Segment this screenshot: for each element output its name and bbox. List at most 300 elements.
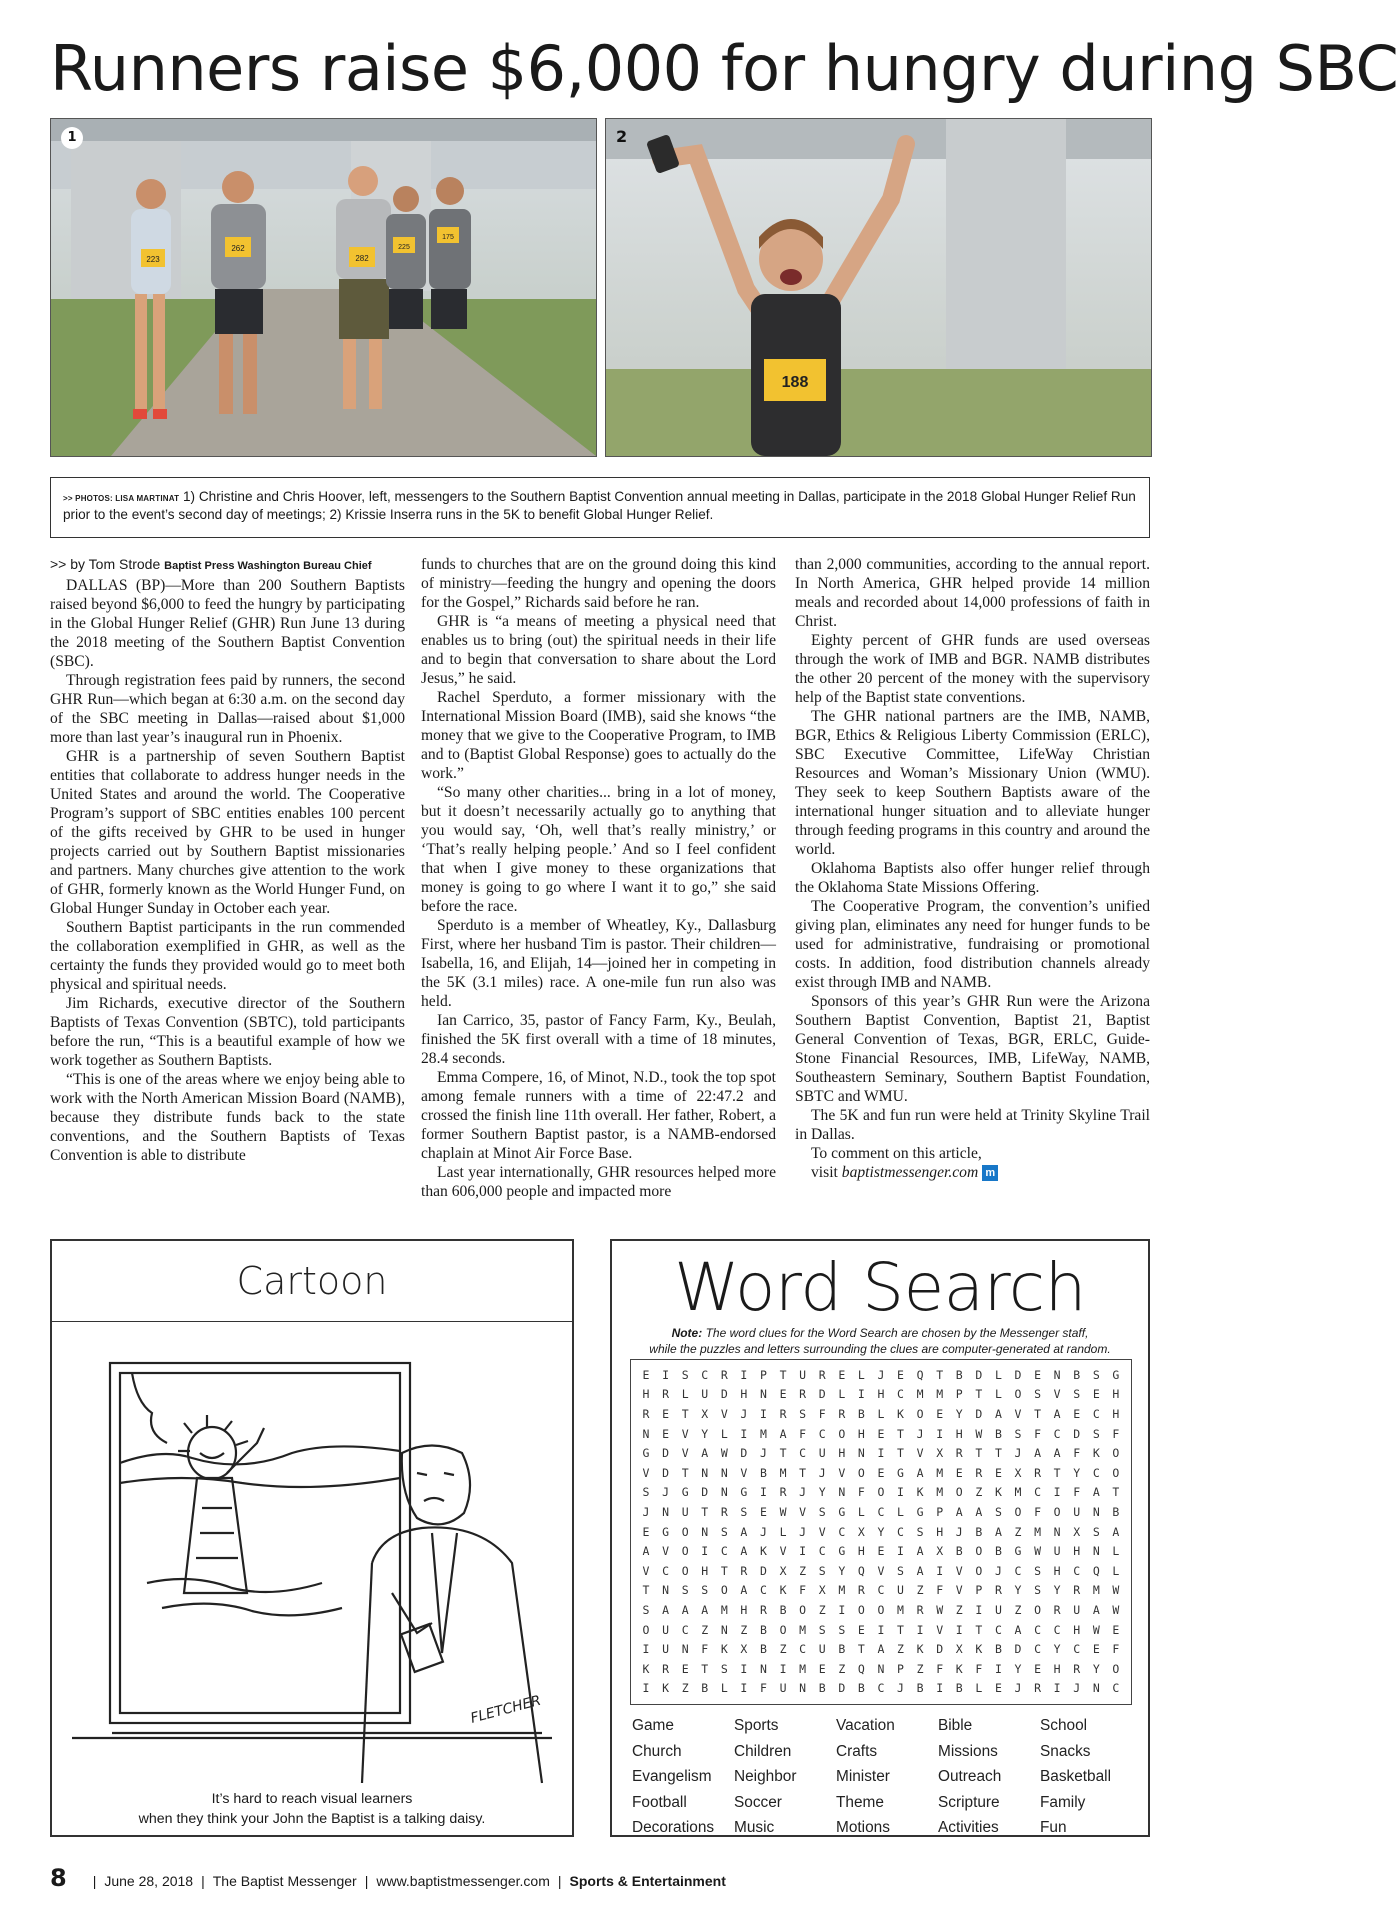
grid-letter: E — [779, 1387, 787, 1402]
grid-letter: E — [857, 1622, 865, 1637]
grid-letter: V — [1053, 1387, 1061, 1402]
grid-letter: B — [975, 1524, 983, 1539]
grid-letter: E — [877, 1544, 885, 1559]
grid-letter: T — [936, 1367, 944, 1382]
grid-letter: K — [642, 1661, 650, 1676]
grid-letter: M — [1092, 1583, 1100, 1598]
grid-letter: F — [760, 1681, 767, 1696]
grid-letter: D — [740, 1446, 748, 1461]
grid-letter: E — [818, 1661, 826, 1676]
grid-letter: B — [760, 1465, 767, 1480]
grid-letter: Z — [740, 1622, 748, 1637]
cartoonist-signature: FLETCHER — [468, 1692, 543, 1727]
grid-letter: L — [994, 1367, 1002, 1382]
grid-letter: X — [955, 1642, 963, 1657]
grid-letter: S — [720, 1661, 728, 1676]
note-line-2: while the puzzles and letters surrounding the clues are computer-generated at random. — [649, 1342, 1111, 1356]
grid-letter: N — [662, 1583, 670, 1598]
comment-line-2: visit — [811, 1164, 838, 1181]
grid-letter: V — [779, 1544, 787, 1559]
grid-letter: A — [740, 1544, 748, 1559]
grid-letter: E — [838, 1367, 846, 1382]
grid-letter: C — [662, 1563, 670, 1578]
grid-letter: A — [955, 1504, 963, 1519]
grid-letter: E — [897, 1367, 904, 1382]
grid-letter: L — [897, 1504, 904, 1519]
grid-letter: X — [779, 1563, 787, 1578]
grid-letter: E — [994, 1465, 1002, 1480]
comment-line-1: To comment on this article, — [811, 1145, 982, 1162]
grid-row — [637, 1620, 1125, 1640]
byline — [50, 555, 405, 576]
grid-letter: H — [1112, 1387, 1120, 1402]
grid-letter: B — [760, 1642, 767, 1657]
grid-letter: I — [1053, 1485, 1061, 1500]
grid-letter: D — [720, 1387, 728, 1402]
grid-letter: O — [1112, 1446, 1120, 1461]
grid-letter: O — [857, 1465, 865, 1480]
grid-letter: P — [897, 1661, 904, 1676]
article-column-3 — [795, 555, 1150, 1182]
byline-author: >> by Tom Strode — [50, 556, 161, 572]
grid-letter: H — [642, 1387, 650, 1402]
grid-letter: I — [779, 1661, 787, 1676]
grid-letter: K — [720, 1642, 728, 1657]
article-column-1 — [50, 555, 405, 1165]
grid-letter: Z — [779, 1642, 787, 1657]
word-clue: Music — [734, 1819, 775, 1836]
grid-letter: T — [975, 1387, 983, 1402]
grid-letter: Z — [955, 1602, 963, 1617]
grid-letter: K — [975, 1642, 983, 1657]
grid-letter: R — [1034, 1681, 1042, 1696]
grid-letter: X — [936, 1544, 944, 1559]
grid-letter: F — [1073, 1485, 1081, 1500]
grid-letter: B — [838, 1642, 846, 1657]
grid-letter: D — [975, 1406, 983, 1421]
grid-letter: S — [740, 1504, 748, 1519]
grid-letter: D — [1014, 1642, 1022, 1657]
grid-letter: A — [1092, 1602, 1100, 1617]
grid-letter: C — [1053, 1622, 1061, 1637]
paragraph: DALLAS (BP)—More than 200 Southern Baptists raised beyond $6,000 to feed the hungry by participating in the Global Hunger Relief (GHR) Run June 13 during the 2018 meeting of the Southern Baptist Convention (SBC). — [50, 577, 405, 670]
grid-letter: U — [799, 1367, 807, 1382]
grid-letter: R — [779, 1485, 787, 1500]
cartoon-box — [50, 1239, 574, 1837]
grid-letter: L — [857, 1367, 865, 1382]
word-clue: Scripture — [938, 1793, 1000, 1811]
grid-letter: C — [1014, 1563, 1022, 1578]
grid-letter: M — [799, 1622, 807, 1637]
grid-letter: T — [897, 1446, 904, 1461]
grid-letter: H — [1073, 1544, 1081, 1559]
grid-letter: S — [681, 1583, 689, 1598]
grid-letter: J — [662, 1485, 670, 1500]
grid-letter: E — [994, 1681, 1002, 1696]
grid-letter: I — [642, 1642, 650, 1657]
grid-letter: O — [838, 1426, 846, 1441]
grid-letter: B — [1112, 1504, 1120, 1519]
grid-letter: U — [1073, 1504, 1081, 1519]
grid-letter: D — [936, 1642, 944, 1657]
grid-letter: Y — [1014, 1583, 1022, 1598]
grid-letter: I — [877, 1446, 885, 1461]
footer-url[interactable]: www.baptistmessenger.com — [376, 1873, 550, 1889]
grid-letter: E — [955, 1465, 963, 1480]
grid-letter: D — [818, 1387, 826, 1402]
grid-letter: Y — [1014, 1661, 1022, 1676]
grid-letter: I — [799, 1544, 807, 1559]
paragraph: The 5K and fun run were held at Trinity Skyline Trail in Dallas. — [795, 1107, 1150, 1143]
grid-letter: H — [936, 1524, 944, 1539]
grid-letter: C — [1034, 1642, 1042, 1657]
grid-letter: Y — [877, 1524, 885, 1539]
grid-letter: A — [916, 1544, 924, 1559]
grid-letter: Y — [838, 1563, 846, 1578]
grid-letter: O — [1034, 1602, 1042, 1617]
grid-letter: A — [779, 1426, 787, 1441]
bib-225: 225 — [398, 244, 410, 251]
grid-letter: C — [1034, 1485, 1042, 1500]
word-clue: Soccer — [734, 1793, 782, 1811]
photo-number-2: 2 — [616, 127, 628, 146]
word-clue: Family — [1040, 1793, 1086, 1811]
grid-letter: Z — [838, 1661, 846, 1676]
photo-runner-celebrating — [605, 118, 1152, 457]
grid-row — [637, 1600, 1125, 1620]
note-label: Note: — [671, 1326, 703, 1340]
grid-letter: H — [701, 1563, 709, 1578]
grid-letter: I — [975, 1602, 983, 1617]
grid-letter: I — [897, 1485, 904, 1500]
cartoon-drawing — [72, 1333, 554, 1783]
paragraph: Emma Compere, 16, of Minot, N.D., took the top spot among female runners with a time of 22:47.2 and crossed the finish line 11th overall. Her father, Robert, a former Southern Baptist pastor, is a NAMB-endorsed chaplain at Minot Air Force Base. — [421, 1069, 776, 1162]
grid-letter: U — [1073, 1602, 1081, 1617]
paragraph: Rachel Sperduto, a former missionary with the International Mission Board (IMB), said she knows “the money that we give to the Cooperative Program, to IMB and to (Baptist Global Response) goes to actually do the work.” — [421, 689, 776, 782]
grid-letter: V — [936, 1622, 944, 1637]
grid-letter: N — [838, 1485, 846, 1500]
grid-letter: J — [760, 1524, 767, 1539]
footer-section: Sports & Entertainment — [569, 1873, 726, 1889]
grid-letter: T — [681, 1406, 689, 1421]
grid-letter: Z — [1014, 1602, 1022, 1617]
grid-letter: W — [1112, 1602, 1120, 1617]
grid-letter: E — [1092, 1387, 1100, 1402]
bib-175: 175 — [442, 234, 454, 241]
grid-letter: V — [916, 1446, 924, 1461]
grid-letter: U — [818, 1642, 826, 1657]
grid-letter: Q — [857, 1563, 865, 1578]
grid-letter: H — [857, 1544, 865, 1559]
bib-188: 188 — [781, 374, 809, 391]
grid-letter: V — [1014, 1406, 1022, 1421]
grid-letter: R — [1053, 1602, 1061, 1617]
grid-letter: A — [994, 1406, 1002, 1421]
word-clue: Basketball — [1040, 1768, 1112, 1785]
grid-letter: R — [720, 1504, 728, 1519]
grid-letter: Y — [1073, 1465, 1081, 1480]
grid-letter: H — [1112, 1406, 1120, 1421]
paragraph: Ian Carrico, 35, pastor of Fancy Farm, Ky., Beulah, finished the 5K first overall with a time of 18 minutes, 28.4 seconds. — [421, 1012, 776, 1067]
grid-letter: E — [1073, 1406, 1081, 1421]
grid-letter: D — [975, 1367, 983, 1382]
word-clue: Game — [632, 1717, 674, 1734]
grid-letter: C — [877, 1583, 885, 1598]
grid-letter: E — [662, 1426, 670, 1441]
footer-publication: The Baptist Messenger — [212, 1873, 357, 1889]
grid-letter: O — [975, 1563, 983, 1578]
paragraph: Through registration fees paid by runners, the second GHR Run—which began at 6:30 a.m. on the second day of the SBC meeting in Dallas—raised about $1,000 more than last year’s inaugural run in Phoenix. — [50, 672, 405, 746]
grid-letter: T — [779, 1367, 787, 1382]
photo-runners-group — [50, 118, 597, 457]
grid-letter: H — [955, 1426, 963, 1441]
grid-letter: N — [1053, 1524, 1061, 1539]
grid-letter: D — [760, 1563, 767, 1578]
grid-letter: O — [877, 1485, 885, 1500]
grid-letter: B — [916, 1681, 924, 1696]
grid-letter: S — [642, 1602, 650, 1617]
grid-letter: P — [760, 1367, 767, 1382]
paragraph: Eighty percent of GHR funds are used overseas through the work of IMB and BGR. NAMB distributes the other 20 percent of the money with the supervisory help of the Baptist state conventions. — [795, 632, 1150, 706]
grid-letter: Y — [955, 1406, 963, 1421]
grid-letter: S — [681, 1367, 689, 1382]
grid-letter: W — [1112, 1583, 1120, 1598]
grid-letter: E — [642, 1524, 650, 1539]
grid-letter: A — [642, 1544, 650, 1559]
paragraph: Last year internationally, GHR resources helped more than 606,000 people and impacted more — [421, 1164, 776, 1200]
grid-letter: O — [720, 1583, 728, 1598]
grid-letter: S — [994, 1504, 1002, 1519]
grid-letter: O — [799, 1602, 807, 1617]
grid-letter: L — [1112, 1544, 1120, 1559]
grid-letter: U — [1053, 1544, 1061, 1559]
grid-letter: N — [1092, 1681, 1100, 1696]
grid-letter: I — [760, 1406, 767, 1421]
grid-letter: N — [701, 1524, 709, 1539]
grid-letter: E — [936, 1406, 944, 1421]
word-clue: Decorations — [632, 1819, 715, 1836]
grid-letter: O — [975, 1544, 983, 1559]
comment-site-link[interactable]: baptistmessenger.com — [841, 1164, 979, 1181]
grid-letter: S — [897, 1563, 904, 1578]
grid-letter: S — [1014, 1426, 1022, 1441]
grid-letter: U — [994, 1602, 1002, 1617]
grid-letter: I — [994, 1661, 1002, 1676]
grid-letter: N — [720, 1485, 728, 1500]
grid-letter: S — [1092, 1426, 1100, 1441]
photo-caption — [50, 477, 1150, 538]
grid-letter: S — [1073, 1387, 1081, 1402]
grid-letter: H — [857, 1426, 865, 1441]
grid-letter: H — [740, 1387, 748, 1402]
grid-letter: D — [662, 1446, 670, 1461]
grid-letter: I — [897, 1544, 904, 1559]
grid-row — [637, 1483, 1125, 1503]
grid-letter: O — [916, 1406, 924, 1421]
grid-letter: X — [701, 1406, 709, 1421]
grid-letter: S — [1092, 1524, 1100, 1539]
grid-letter: R — [818, 1367, 826, 1382]
grid-row — [637, 1541, 1125, 1561]
grid-letter: Z — [1014, 1524, 1022, 1539]
grid-letter: E — [662, 1406, 670, 1421]
grid-letter: L — [857, 1504, 865, 1519]
grid-letter: X — [1073, 1524, 1081, 1539]
grid-letter: N — [701, 1465, 709, 1480]
paragraph: GHR is “a means of meeting a physical need that enables us to bring (out) the spiritual needs in their life and to begin that conversation to share about the Lord Jesus,” he said. — [421, 613, 776, 687]
grid-letter: A — [701, 1602, 709, 1617]
paragraph: The Cooperative Program, the convention’s unified giving plan, eliminates any need for hunger funds to be used for administrative, fundraising or promotional costs. In addition, food distribution channels already exist through IMB and NAMB. — [795, 898, 1150, 991]
grid-row — [637, 1679, 1125, 1699]
grid-letter: N — [1092, 1504, 1100, 1519]
grid-letter: R — [740, 1563, 748, 1578]
grid-letter: T — [799, 1465, 807, 1480]
grid-letter: J — [897, 1681, 904, 1696]
grid-row — [637, 1365, 1125, 1385]
grid-row — [637, 1404, 1125, 1424]
grid-letter: T — [701, 1504, 709, 1519]
grid-letter: Z — [916, 1661, 924, 1676]
grid-letter: M — [1034, 1524, 1042, 1539]
grid-letter: F — [857, 1485, 865, 1500]
grid-letter: Y — [1053, 1583, 1061, 1598]
grid-letter: S — [838, 1622, 846, 1637]
grid-row — [637, 1639, 1125, 1659]
grid-letter: T — [897, 1426, 904, 1441]
grid-letter: C — [701, 1367, 709, 1382]
grid-letter: B — [857, 1681, 865, 1696]
grid-letter: F — [1073, 1446, 1081, 1461]
bib-282: 282 — [355, 254, 369, 263]
grid-letter: G — [681, 1485, 689, 1500]
grid-letter: Z — [916, 1583, 924, 1598]
grid-letter: J — [799, 1485, 807, 1500]
word-clue: Outreach — [938, 1768, 1002, 1785]
grid-letter: F — [1034, 1426, 1042, 1441]
grid-letter: H — [1053, 1563, 1061, 1578]
grid-letter: L — [720, 1681, 728, 1696]
grid-letter: Q — [916, 1367, 924, 1382]
grid-letter: U — [818, 1446, 826, 1461]
grid-letter: Y — [1053, 1642, 1061, 1657]
grid-letter: I — [838, 1602, 846, 1617]
grid-letter: C — [838, 1524, 846, 1539]
grid-letter: B — [994, 1544, 1002, 1559]
grid-letter: E — [877, 1465, 885, 1480]
word-clue: Theme — [836, 1793, 884, 1811]
grid-letter: K — [779, 1583, 787, 1598]
grid-letter: O — [681, 1544, 689, 1559]
grid-letter: H — [838, 1446, 846, 1461]
grid-letter: J — [799, 1524, 807, 1539]
grid-letter: I — [1053, 1681, 1061, 1696]
grid-letter: D — [838, 1681, 846, 1696]
grid-letter: R — [1034, 1465, 1042, 1480]
grid-letter: S — [1034, 1583, 1042, 1598]
grid-letter: K — [916, 1485, 924, 1500]
grid-letter: U — [662, 1642, 670, 1657]
grid-letter: G — [838, 1544, 846, 1559]
grid-letter: R — [799, 1387, 807, 1402]
paragraph-continued: funds to churches that are on the ground doing this kind of ministry—feeding the hungry and opening the doors for the Gospel,” Richards said before he ran. — [421, 556, 776, 611]
grid-letter: O — [681, 1563, 689, 1578]
grid-letter: V — [955, 1583, 963, 1598]
grid-letter: L — [1112, 1563, 1120, 1578]
grid-letter: J — [955, 1524, 963, 1539]
photo-credit: >> PHOTOS: LISA MARTINAT — [63, 494, 180, 503]
grid-letter: Z — [975, 1485, 983, 1500]
grid-row — [637, 1581, 1125, 1601]
word-clue: Bible — [938, 1717, 973, 1734]
grid-letter: I — [740, 1426, 748, 1441]
grid-row — [637, 1522, 1125, 1542]
grid-letter: R — [994, 1583, 1002, 1598]
grid-letter: B — [818, 1681, 826, 1696]
grid-letter: R — [955, 1446, 963, 1461]
grid-letter: J — [642, 1504, 650, 1519]
grid-letter: N — [857, 1446, 865, 1461]
grid-letter: C — [877, 1681, 885, 1696]
byline-org: Baptist Press Washington Bureau Chief — [164, 560, 372, 572]
grid-letter: N — [662, 1504, 670, 1519]
paragraph: “This is one of the areas where we enjoy being able to work with the North American Mission Board (NAMB), because they distribute funds back to the state conventions, and the Southern Baptists of Texas Convention is able to distribute — [50, 1071, 405, 1164]
grid-letter: C — [897, 1387, 904, 1402]
grid-letter: G — [662, 1524, 670, 1539]
article-column-2 — [421, 555, 776, 1201]
grid-letter: R — [720, 1367, 728, 1382]
grid-letter: L — [720, 1426, 728, 1441]
grid-letter: C — [1073, 1642, 1081, 1657]
grid-letter: V — [799, 1504, 807, 1519]
messenger-logo-icon: m — [982, 1165, 998, 1181]
grid-row — [637, 1659, 1125, 1679]
grid-letter: S — [720, 1524, 728, 1539]
grid-letter: R — [662, 1661, 670, 1676]
word-search-title: Word Search — [674, 1249, 1086, 1326]
word-clue: Motions — [836, 1819, 890, 1836]
grid-letter: A — [975, 1504, 983, 1519]
grid-letter: G — [740, 1485, 748, 1500]
grid-letter: C — [720, 1544, 728, 1559]
grid-letter: A — [1112, 1524, 1120, 1539]
grid-letter: S — [1034, 1387, 1042, 1402]
grid-letter: T — [701, 1661, 709, 1676]
grid-letter: K — [955, 1661, 963, 1676]
grid-letter: J — [1014, 1681, 1022, 1696]
grid-letter: M — [916, 1387, 924, 1402]
grid-letter: T — [1112, 1485, 1120, 1500]
grid-letter: Y — [1092, 1661, 1100, 1676]
grid-letter: M — [720, 1602, 728, 1617]
grid-letter: R — [760, 1602, 767, 1617]
grid-letter: C — [760, 1583, 767, 1598]
grid-letter: W — [779, 1504, 787, 1519]
grid-letter: R — [1073, 1661, 1081, 1676]
word-clue: Missions — [938, 1742, 998, 1760]
grid-letter: O — [681, 1524, 689, 1539]
grid-letter: M — [779, 1465, 787, 1480]
grid-letter: G — [642, 1446, 650, 1461]
grid-letter: O — [1014, 1387, 1022, 1402]
grid-letter: I — [740, 1681, 748, 1696]
grid-letter: I — [936, 1563, 944, 1578]
grid-letter: R — [916, 1602, 924, 1617]
cartoon-divider — [52, 1321, 572, 1322]
grid-letter: J — [1073, 1681, 1081, 1696]
grid-letter: L — [975, 1681, 983, 1696]
grid-letter: T — [897, 1622, 904, 1637]
grid-letter: T — [975, 1622, 983, 1637]
